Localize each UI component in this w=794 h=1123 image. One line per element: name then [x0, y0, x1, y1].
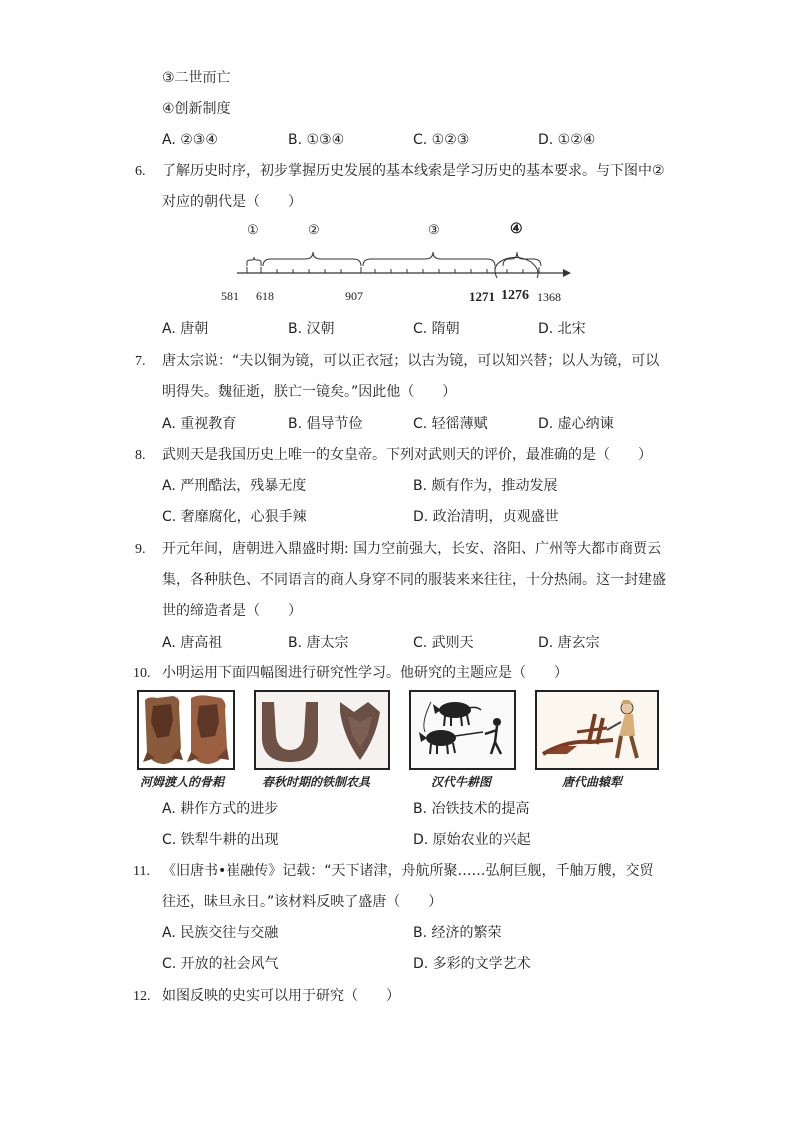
overlap-arc	[495, 257, 538, 278]
question-number: 10.	[133, 666, 151, 681]
question-text: 集，各种肤色、不同语言的商人身穿不同的服装来来往往，十分热闹。这一封建盛	[162, 572, 666, 588]
timeline-year: 907	[345, 289, 363, 303]
question-number: 6.	[135, 164, 146, 179]
question-number: 11.	[133, 864, 150, 879]
option-a[interactable]: A. 民族交往与交融	[162, 925, 279, 941]
timeline-year: 581	[221, 289, 239, 303]
timeline-year: 1368	[537, 290, 561, 304]
option-b[interactable]: B. 冶铁技术的提高	[413, 801, 530, 817]
option-d[interactable]: D. ①②④	[538, 132, 596, 148]
option-a[interactable]: A. 耕作方式的进步	[162, 801, 279, 817]
question-text: 明得失。魏征逝，朕亡一镜矣。”因此他（ ）	[162, 384, 457, 400]
option-a[interactable]: A. 严刑酷法，残暴无度	[162, 478, 307, 494]
question-number: 12.	[133, 989, 151, 1004]
option-c[interactable]: C. 轻徭薄赋	[413, 416, 488, 432]
option-c[interactable]: C. 隋朝	[413, 321, 460, 337]
option-b[interactable]: B. 倡导节俭	[288, 416, 363, 432]
brace-3	[363, 252, 495, 266]
question-text: 《旧唐书•崔融传》记载：“天下诸津，舟航所聚……弘舸巨舰，千舳万艘，交贸	[162, 863, 654, 879]
question-text: 唐太宗说：“夫以铜为镜，可以正衣冠；以古为镜，可以知兴替；以人为镜，可以	[162, 353, 660, 369]
question-text: 武则天是我国历史上唯一的女皇帝。下列对武则天的评价，最准确的是（ ）	[162, 447, 652, 463]
timeline-arrow	[563, 269, 571, 277]
question-text: 小明运用下面四幅图进行研究性学习。他研究的主题应是（ ）	[162, 665, 568, 681]
option-c[interactable]: C. 奢靡腐化，心狠手辣	[162, 509, 307, 525]
option-a[interactable]: A. ②③④	[162, 132, 218, 148]
question-text: 开元年间，唐朝进入鼎盛时期: 国力空前强大，长安、洛阳、广州等大都市商贾云	[162, 541, 662, 557]
item-4-text: ④创新制度	[162, 101, 231, 117]
timeline-label-2: ②	[308, 222, 320, 237]
image-caption: 春秋时期的铁制农具	[262, 775, 371, 789]
timeline-label-4: ④	[510, 222, 523, 237]
question-text: 世的缔造者是（ ）	[162, 603, 302, 619]
question-number: 9.	[135, 542, 146, 557]
option-d[interactable]: D. 政治清明，贞观盛世	[413, 509, 559, 525]
option-b[interactable]: B. 唐太宗	[288, 635, 349, 651]
question-text: 了解历史时序，初步掌握历史发展的基本线索是学习历史的基本要求。与下图中②	[162, 163, 665, 179]
iron-tools-image	[254, 690, 390, 770]
image-caption: 河姆渡人的骨耜	[140, 775, 225, 789]
image-caption: 汉代牛耕图	[431, 775, 492, 789]
option-c[interactable]: C. 开放的社会风气	[162, 956, 279, 972]
question-text: 对应的朝代是（ ）	[162, 194, 302, 210]
option-d[interactable]: D. 多彩的文学艺术	[413, 956, 531, 972]
option-a[interactable]: A. 重视教育	[162, 416, 237, 432]
brace-4	[503, 252, 541, 266]
ox-plough-image	[409, 690, 516, 770]
item-3-text: ③二世而亡	[162, 70, 231, 86]
timeline-year: 618	[256, 289, 274, 303]
option-c[interactable]: C. ①②③	[413, 132, 470, 148]
option-d[interactable]: D. 虚心纳谏	[538, 416, 614, 432]
timeline-label-1: ①	[247, 222, 259, 237]
image-caption: 唐代曲辕犁	[562, 775, 623, 789]
option-d[interactable]: D. 唐玄宗	[538, 635, 600, 651]
question-number: 7.	[135, 354, 146, 369]
option-c[interactable]: C. 铁犁牛耕的出现	[162, 832, 279, 848]
option-a[interactable]: A. 唐高祖	[162, 635, 223, 651]
option-c[interactable]: C. 武则天	[413, 635, 474, 651]
brace-1	[247, 257, 261, 266]
option-b[interactable]: B. 汉朝	[288, 321, 335, 337]
question-text: 如图反映的史实可以用于研究（ ）	[162, 988, 400, 1004]
question-text: 往还，昧旦永日。”该材料反映了盛唐（ ）	[162, 894, 443, 910]
timeline-year: 1271	[469, 289, 495, 304]
bone-spade-image	[137, 690, 235, 770]
option-d[interactable]: D. 原始农业的兴起	[413, 832, 531, 848]
brace-2	[263, 252, 361, 266]
option-b[interactable]: B. ①③④	[288, 132, 345, 148]
option-b[interactable]: B. 颇有作为，推动发展	[413, 478, 558, 494]
timeline-label-3: ③	[428, 222, 440, 237]
timeline-diagram	[221, 218, 575, 310]
timeline-year: 1276	[501, 288, 529, 303]
option-b[interactable]: B. 经济的繁荣	[413, 925, 502, 941]
question-number: 8.	[135, 448, 146, 463]
option-a[interactable]: A. 唐朝	[162, 321, 209, 337]
option-d[interactable]: D. 北宋	[538, 321, 586, 337]
curved-plough-image	[535, 690, 659, 770]
